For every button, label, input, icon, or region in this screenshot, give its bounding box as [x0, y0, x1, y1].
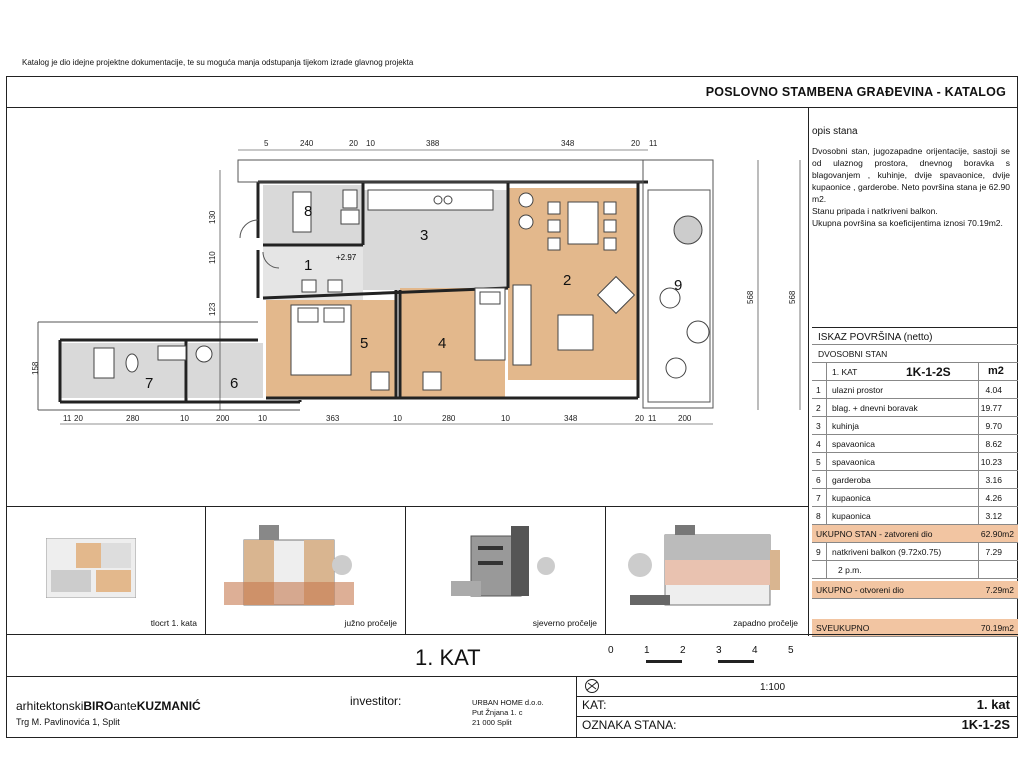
thumb-caption-1: tlocrt 1. kata	[150, 618, 197, 628]
svg-text:240: 240	[300, 139, 314, 148]
investor-line-3: 21 000 Split	[472, 718, 512, 727]
thumb-floorplan	[6, 506, 206, 634]
north-arrow-icon	[584, 678, 600, 694]
table-floor-row	[812, 363, 1018, 381]
svg-text:20: 20	[631, 139, 640, 148]
grand-total-label: SVEUKUPNO	[816, 623, 870, 633]
balcony-label: natkriveni balkon (9.72x0.75)	[832, 547, 942, 557]
row-number: 7	[816, 493, 821, 503]
room-label-2: 2	[563, 272, 572, 289]
description-text: Dvosobni stan, jugozapadne orijentacije, sastoji se od ulaznog prostora, dnevnog boravka s blagovanjem , kuhinje, dvije spavaonice, dvije kupaonice , garderobe. Neto površina stana je 62.90 m2.	[812, 146, 1010, 204]
svg-text:280: 280	[126, 414, 140, 423]
scale-2: 2	[680, 645, 686, 656]
row-label: kupaonica	[832, 493, 871, 503]
scale-bar	[606, 645, 806, 675]
svg-text:130: 130	[208, 210, 217, 224]
svg-text:348: 348	[561, 139, 575, 148]
studio-part-2: BIRO	[83, 699, 114, 713]
row-value: 9.70	[985, 421, 1002, 431]
svg-text:10: 10	[501, 414, 510, 423]
west-facade-image	[620, 520, 790, 610]
row-label: garderoba	[832, 475, 871, 485]
row-number: 5	[816, 457, 821, 467]
title-bar	[6, 76, 1018, 108]
closed-total-row	[812, 525, 1018, 543]
svg-text:10: 10	[366, 139, 375, 148]
table-subheading-row	[812, 345, 1018, 363]
table-row	[812, 471, 1018, 489]
svg-text:363: 363	[326, 414, 340, 423]
table-row	[812, 381, 1018, 399]
description-heading: opis stana	[812, 126, 858, 137]
row-number: 4	[816, 439, 821, 449]
investor-line-2: Put Žnjana 1. c	[472, 708, 523, 717]
row-label: spavaonica	[832, 439, 876, 449]
grand-total-value: 70.19m2	[980, 623, 1014, 633]
floor-plan	[8, 110, 808, 506]
svg-text:11: 11	[63, 414, 72, 423]
room-label-9: 9	[674, 277, 683, 294]
scale-3: 3	[716, 645, 722, 656]
svg-text:20: 20	[349, 139, 358, 148]
row-label: kupaonica	[832, 511, 871, 521]
svg-text:200: 200	[678, 414, 692, 423]
table-row	[812, 453, 1018, 471]
thumb-south	[206, 506, 406, 634]
divider-vertical	[808, 108, 809, 636]
level-mark: +2.97	[336, 253, 357, 262]
table-row	[812, 399, 1018, 417]
floor-title: 1. KAT	[415, 645, 481, 670]
row-label: kuhinja	[832, 421, 859, 431]
investor-label: investitor:	[350, 694, 402, 708]
room-label-4: 4	[438, 335, 447, 352]
room-label-8: 8	[304, 203, 313, 220]
svg-text:348: 348	[564, 414, 578, 423]
parking-label: 2 p.m.	[838, 565, 862, 575]
row-number: 1	[816, 385, 821, 395]
floor-label: 1. KAT	[832, 367, 858, 377]
table-row	[812, 417, 1018, 435]
row-value: 3.16	[985, 475, 1002, 485]
table-subheading: DVOSOBNI STAN	[818, 349, 888, 359]
table-row	[812, 435, 1018, 453]
svg-text:200: 200	[216, 414, 230, 423]
open-total-row	[812, 581, 1018, 599]
studio-part-1: arhitektonski	[16, 699, 84, 713]
oznaka-label: OZNAKA STANA:	[582, 718, 677, 732]
thumbnail-strip	[6, 506, 806, 634]
row-number: 3	[816, 421, 821, 431]
oznaka-value: 1K-1-2S	[961, 717, 1010, 732]
row-value: 19.77	[980, 403, 1002, 413]
row-number: 6	[816, 475, 821, 485]
row-value: 8.62	[985, 439, 1002, 449]
svg-text:20: 20	[635, 414, 644, 423]
south-facade-image	[224, 520, 354, 610]
scale-1: 1	[644, 645, 650, 656]
svg-text:158: 158	[31, 361, 40, 375]
balcony-row	[812, 543, 1018, 561]
row-label: blag. + dnevni boravak	[832, 403, 918, 413]
row-label: spavaonica	[832, 457, 876, 467]
table-heading: ISKAZ POVRŠINA (netto)	[818, 332, 933, 343]
svg-text:20: 20	[74, 414, 83, 423]
table-row	[812, 507, 1018, 525]
thumb-caption-4: zapadno pročelje	[733, 618, 798, 628]
row-value: 4.04	[985, 385, 1002, 395]
table-row	[812, 489, 1018, 507]
row-number: 2	[816, 403, 821, 413]
table-heading-row	[812, 327, 1018, 345]
scale-5: 5	[788, 645, 794, 656]
catalog-title: POSLOVNO STAMBENA GRAĐEVINA - KATALOG	[705, 85, 1006, 99]
kat-value: 1. kat	[976, 697, 1010, 712]
room-label-1: 1	[304, 257, 313, 274]
studio-part-3: ante	[113, 699, 137, 713]
row-label: ulazni prostor	[832, 385, 884, 395]
studio-part-4: KUZMANIĆ	[136, 699, 201, 713]
svg-text:568: 568	[746, 290, 755, 304]
investor-info	[472, 698, 544, 728]
room-label-7: 7	[145, 375, 154, 392]
svg-text:5: 5	[264, 139, 269, 148]
investor-line-1: URBAN HOME d.o.o.	[472, 698, 544, 707]
row-number: 8	[816, 511, 821, 521]
parking-row	[812, 561, 1018, 579]
closed-total-label: UKUPNO STAN - zatvoreni dio	[816, 529, 933, 539]
room-label-6: 6	[230, 375, 239, 392]
thumb-caption-3: sjeverno pročelje	[532, 618, 597, 628]
room-label-5: 5	[360, 335, 369, 352]
svg-text:568: 568	[788, 290, 797, 304]
studio-name	[16, 699, 201, 713]
apartment-description	[812, 126, 1018, 229]
svg-text:280: 280	[442, 414, 456, 423]
svg-text:388: 388	[426, 139, 440, 148]
row-value: 3.12	[985, 511, 1002, 521]
mini-floorplan-image	[46, 538, 136, 598]
svg-text:110: 110	[208, 251, 217, 264]
kat-label: KAT:	[582, 698, 607, 712]
svg-text:123: 123	[208, 302, 217, 316]
balcony-value: 7.29	[985, 547, 1002, 557]
unit-label: m2	[988, 365, 1004, 377]
north-facade-image	[446, 526, 556, 606]
open-total-value: 7.29m2	[985, 585, 1014, 595]
row-value: 10.23	[980, 457, 1002, 467]
row-value: 4.26	[985, 493, 1002, 503]
svg-text:10: 10	[393, 414, 402, 423]
thumb-caption-2: južno pročelje	[344, 618, 397, 628]
svg-text:10: 10	[180, 414, 189, 423]
studio-address: Trg M. Pavlinovića 1, Split	[16, 717, 120, 727]
description-text-2: Stanu pripada i natkriveni balkon.	[812, 206, 938, 216]
disclaimer-text: Katalog je dio idejne projektne dokumentacije, te su moguća manja odstupanja tijekom izrade glavnog projekta	[22, 58, 414, 67]
thumb-west	[606, 506, 806, 634]
open-total-label: UKUPNO - otvoreni dio	[816, 585, 904, 595]
description-text-3: Ukupna površina sa koeficijentima iznosi 70.19m2.	[812, 218, 1003, 228]
scale-text: 1:100	[760, 682, 786, 693]
svg-text:11: 11	[648, 414, 657, 423]
svg-text:10: 10	[258, 414, 267, 423]
balcony-number: 9	[816, 547, 821, 557]
apartment-code: 1K-1-2S	[906, 365, 951, 379]
scale-0: 0	[608, 645, 614, 656]
closed-total-value: 62.90m2	[980, 529, 1014, 539]
svg-text:11: 11	[649, 139, 658, 148]
thumb-north	[406, 506, 606, 634]
room-label-3: 3	[420, 227, 429, 244]
scale-4: 4	[752, 645, 758, 656]
